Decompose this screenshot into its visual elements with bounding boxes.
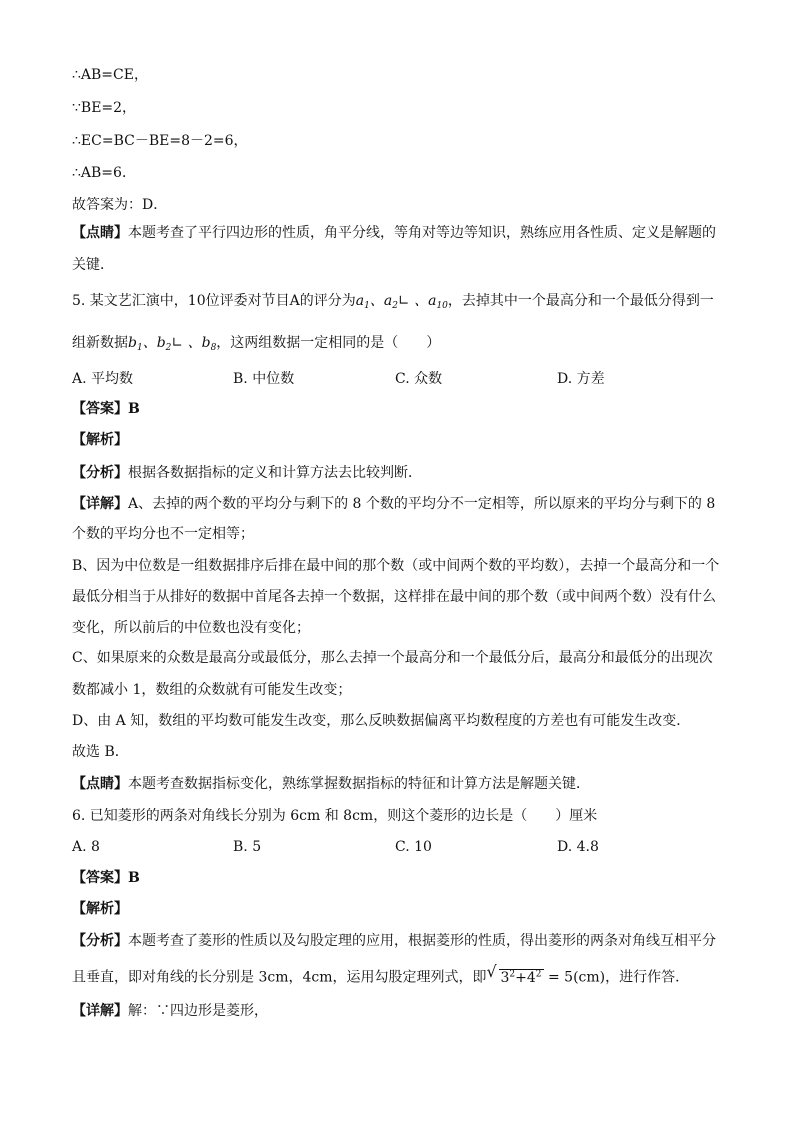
sqrt-formula: √ $3^2+4^2$ [486,962,542,986]
analysis-label: 【解析】 [72,432,128,448]
question-5-stem: 5. 某文艺汇演中，10位评委对节目A的评分为 [72,293,356,309]
answer-label: 【答案】B [72,870,140,886]
text-line: ∴EC=BC－BE=8－2=6， [72,133,248,149]
xiangjie-line [72,494,715,514]
fenxi-tag: 【分析】 [72,465,128,481]
question-5-stem-3: ，这两组数据一定相同的是（ ） [216,335,441,351]
dianjing-text: 本题考查数据指标变化，熟练掌握数据指标的特征和计算方法是解题关键． [128,776,590,792]
text-line: 数都减小 1，数组的众数就有可能发生改变； [72,682,352,698]
xiangjie-tag: 【详解】 [72,1003,128,1019]
text-line: ∵BE=2， [72,100,137,116]
question-5-stem-2: 组新数据 [72,335,128,351]
dianjing-tag: 【点睛】 [72,225,128,241]
text-line: C、如果原来的众数是最高分或最低分，那么去掉一个最高分和一个最低分后，最高分和最低分的出现次 [72,650,713,666]
fenxi-line [72,931,716,951]
text-line: D、由 A 知，数组的平均数可能发生改变，那么反映数据偏离平均数程度的方差也有可能发生改变． [72,713,691,729]
option-b: B. 中位数 [233,371,295,387]
analysis-label: 【解析】 [72,901,128,917]
question-5-stem-cont: ，去掉其中一个最高分和一个最低分得到一 [447,293,714,309]
option-d: D. 方差 [557,371,605,387]
fenxi-line [72,463,422,483]
option-a: A. 8 [72,839,100,855]
option-a: A. 平均数 [72,371,134,387]
dianjing-line [72,774,590,794]
xiangjie-text: 解：∵四边形是菱形， [128,1003,268,1019]
question-5-line-2 [72,333,440,358]
question-6-stem: 6. 已知菱形的两条对角线长分别为 6cm 和 8cm，则这个菱形的边长是（ ）厘米 [72,808,598,824]
fenxi-line-2: 且垂直，即对角线的长分别是 3cm，4cm，运用勾股定理列式，即 √ $3^2+4^2 = 5(cm)$，进行作答． [72,962,690,986]
dianjing-tag: 【点睛】 [72,776,128,792]
fenxi-tag: 【分析】 [72,933,128,949]
dianjing-line [72,223,716,243]
xiangjie-tag: 【详解】 [72,496,128,512]
text-line: 故选 B． [72,744,129,760]
dianjing-text: 本题考查了平行四边形的性质，角平分线，等角对等边等知识，熟练应用各性质、定义是解题的 [128,225,716,241]
fenxi-text: 根据各数据指标的定义和计算方法去比较判断． [128,465,422,481]
fenxi-text-3: ，进行作答． [605,969,690,986]
text-line: ∴AB=6． [72,165,136,181]
fenxi-text: 本题考查了菱形的性质以及勾股定理的应用，根据菱形的性质，得出菱形的两条对角线互相平分 [128,933,716,949]
text-line: 个数的平均分也不一定相等； [72,526,254,542]
option-c: C. 10 [395,839,432,855]
xiangjie-text: A、去掉的两个数的平均分与剩下的 8 个数的平均分不一定相等，所以原来的平均分与剩下的 8 [128,496,716,512]
question-5-line-1 [72,291,714,316]
text-line: B、因为中位数是一组数据排序后排在最中间的那个数（或中间两个数的平均数），去掉一个最高分和一个 [72,558,720,574]
option-c: C. 众数 [395,371,443,387]
answer-label: 【答案】B [72,401,140,417]
text-line: 变化，所以前后的中位数也没有变化； [72,620,310,636]
xiangjie-line [72,1001,268,1021]
option-b: B. 5 [233,839,262,855]
fenxi-text-2: 且垂直，即对角线的长分别是 3cm，4cm，运用勾股定理列式，即 [72,969,487,986]
math-b-series: $b_1$、$b_2∟$ 、$b_8$ [128,335,217,353]
text-line: 故答案为：D． [72,197,168,213]
math-a-series: $a_1$、$a_2∟$ 、$a_{10}$ [355,293,448,311]
option-d: D. 4.8 [557,839,599,855]
text-line: 关键． [72,257,114,273]
text-line: 最低分相当于从排好的数据中首尾各去掉一个数据，这样排在最中间的那个数（或中间两个数）没有什么 [72,589,716,605]
text-line: ∴AB=CE， [72,67,148,83]
